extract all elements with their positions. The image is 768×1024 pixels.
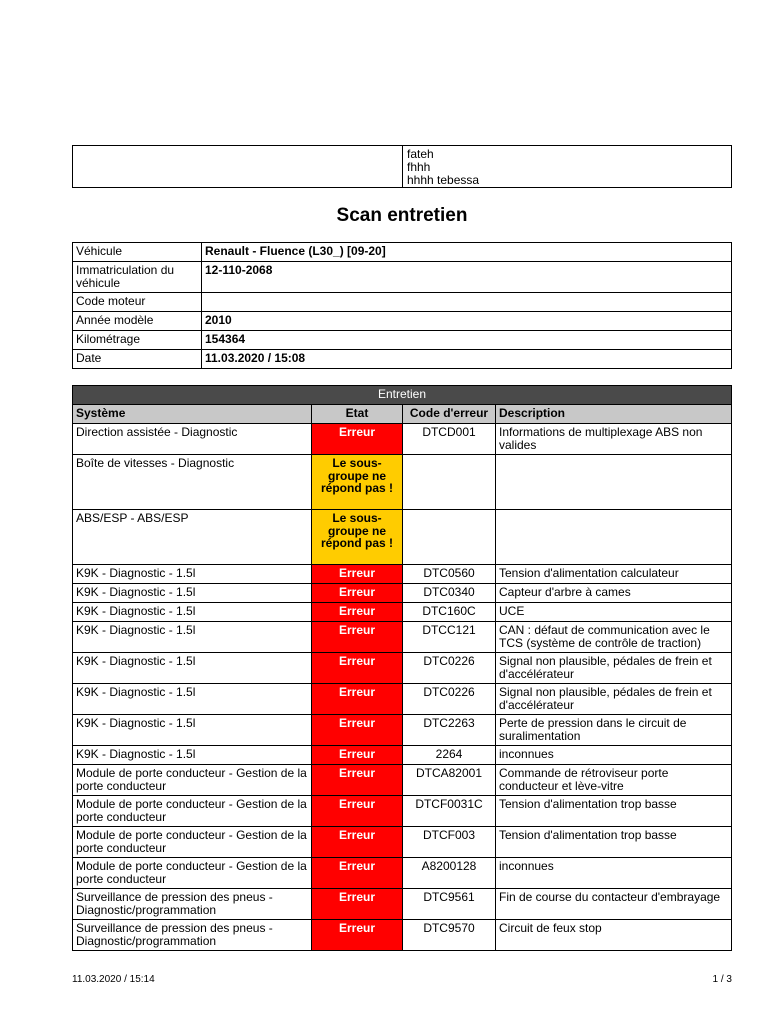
header-line: hhhh tebessa bbox=[407, 173, 480, 187]
header-line: fhhh bbox=[407, 160, 431, 174]
description-cell: Tension d'alimentation trop basse bbox=[496, 796, 732, 827]
table-row bbox=[73, 653, 732, 684]
description-cell: Signal non plausible, pédales de frein et d'accélérateur bbox=[496, 684, 732, 715]
vehicle-row bbox=[73, 293, 732, 312]
error-code-cell: DTCD001 bbox=[403, 424, 496, 455]
table-row bbox=[73, 746, 732, 765]
vehicle-label: Kilométrage bbox=[73, 331, 202, 350]
header-address-box bbox=[72, 145, 732, 188]
table-row bbox=[73, 684, 732, 715]
header-right-cell bbox=[403, 146, 483, 187]
error-code-cell: 2264 bbox=[403, 746, 496, 765]
maintenance-rows bbox=[73, 424, 732, 951]
system-cell: Surveillance de pression des pneus - Diagnostic/programmation bbox=[73, 889, 312, 920]
header-line: fateh bbox=[407, 147, 434, 161]
state-badge: Le sous-groupe ne répond pas ! bbox=[312, 510, 403, 565]
error-code-cell: DTC0226 bbox=[403, 653, 496, 684]
state-badge: Le sous-groupe ne répond pas ! bbox=[312, 455, 403, 510]
table-row bbox=[73, 622, 732, 653]
description-cell: Capteur d'arbre à cames bbox=[496, 584, 732, 603]
description-cell: UCE bbox=[496, 603, 732, 622]
error-code-cell: DTC2263 bbox=[403, 715, 496, 746]
table-row bbox=[73, 889, 732, 920]
vehicle-label: Année modèle bbox=[73, 312, 202, 331]
state-badge: Erreur bbox=[312, 622, 403, 653]
vehicle-value: 2010 bbox=[202, 312, 732, 331]
system-cell: Direction assistée - Diagnostic bbox=[73, 424, 312, 455]
vehicle-label: Date bbox=[73, 350, 202, 369]
table-row bbox=[73, 424, 732, 455]
state-badge: Erreur bbox=[312, 584, 403, 603]
state-badge: Erreur bbox=[312, 796, 403, 827]
footer-page-number: 1 / 3 bbox=[712, 974, 732, 985]
description-cell: Perte de pression dans le circuit de suralimentation bbox=[496, 715, 732, 746]
vehicle-value: Renault - Fluence (L30_) [09-20] bbox=[202, 243, 732, 262]
system-cell: ABS/ESP - ABS/ESP bbox=[73, 510, 312, 565]
description-cell: Tension d'alimentation calculateur bbox=[496, 565, 732, 584]
system-cell: K9K - Diagnostic - 1.5l bbox=[73, 653, 312, 684]
description-cell: inconnues bbox=[496, 858, 732, 889]
system-cell: K9K - Diagnostic - 1.5l bbox=[73, 684, 312, 715]
vehicle-info-table bbox=[72, 242, 732, 369]
vehicle-label: Véhicule bbox=[73, 243, 202, 262]
system-cell: K9K - Diagnostic - 1.5l bbox=[73, 565, 312, 584]
vehicle-label: Immatriculation du véhicule bbox=[73, 262, 202, 293]
table-row bbox=[73, 765, 732, 796]
system-cell: K9K - Diagnostic - 1.5l bbox=[73, 746, 312, 765]
vehicle-row bbox=[73, 331, 732, 350]
state-badge: Erreur bbox=[312, 653, 403, 684]
state-badge: Erreur bbox=[312, 765, 403, 796]
vehicle-value: 154364 bbox=[202, 331, 732, 350]
system-cell: Module de porte conducteur - Gestion de la porte conducteur bbox=[73, 827, 312, 858]
error-code-cell: A8200128 bbox=[403, 858, 496, 889]
error-code-cell: DTC0226 bbox=[403, 684, 496, 715]
vehicle-label: Code moteur bbox=[73, 293, 202, 312]
error-code-cell: DTCA82001 bbox=[403, 765, 496, 796]
column-header-state: Etat bbox=[312, 405, 403, 424]
description-cell: Fin de course du contacteur d'embrayage bbox=[496, 889, 732, 920]
description-cell: Informations de multiplexage ABS non valides bbox=[496, 424, 732, 455]
vehicle-value: 12-110-2068 bbox=[202, 262, 732, 293]
state-badge: Erreur bbox=[312, 603, 403, 622]
error-code-cell bbox=[403, 455, 496, 510]
description-cell: Circuit de feux stop bbox=[496, 920, 732, 951]
vehicle-row bbox=[73, 243, 732, 262]
system-cell: K9K - Diagnostic - 1.5l bbox=[73, 603, 312, 622]
error-code-cell: DTC0560 bbox=[403, 565, 496, 584]
error-code-cell: DTC160C bbox=[403, 603, 496, 622]
description-cell: Commande de rétroviseur porte conducteur et lève-vitre bbox=[496, 765, 732, 796]
table-row bbox=[73, 827, 732, 858]
table-row bbox=[73, 565, 732, 584]
state-badge: Erreur bbox=[312, 889, 403, 920]
state-badge: Erreur bbox=[312, 424, 403, 455]
system-cell: Module de porte conducteur - Gestion de la porte conducteur bbox=[73, 765, 312, 796]
description-cell: CAN : défaut de communication avec le TCS (système de contrôle de traction) bbox=[496, 622, 732, 653]
error-code-cell: DTC0340 bbox=[403, 584, 496, 603]
state-badge: Erreur bbox=[312, 920, 403, 951]
error-code-cell: DTCF003 bbox=[403, 827, 496, 858]
state-badge: Erreur bbox=[312, 565, 403, 584]
system-cell: Module de porte conducteur - Gestion de la porte conducteur bbox=[73, 796, 312, 827]
table-row bbox=[73, 858, 732, 889]
table-row bbox=[73, 584, 732, 603]
error-code-cell: DTCC121 bbox=[403, 622, 496, 653]
page-title: Scan entretien bbox=[336, 205, 468, 226]
state-badge: Erreur bbox=[312, 746, 403, 765]
table-row bbox=[73, 455, 732, 510]
footer-timestamp: 11.03.2020 / 15:14 bbox=[72, 974, 155, 985]
state-badge: Erreur bbox=[312, 858, 403, 889]
system-cell: Boîte de vitesses - Diagnostic bbox=[73, 455, 312, 510]
header-left-cell bbox=[73, 146, 403, 187]
maintenance-banner: Entretien bbox=[73, 386, 732, 405]
vehicle-value bbox=[202, 293, 732, 312]
system-cell: K9K - Diagnostic - 1.5l bbox=[73, 584, 312, 603]
table-row bbox=[73, 796, 732, 827]
description-cell bbox=[496, 510, 732, 565]
column-header-code: Code d'erreur bbox=[403, 405, 496, 424]
error-code-cell: DTC9561 bbox=[403, 889, 496, 920]
system-cell: Surveillance de pression des pneus - Diagnostic/programmation bbox=[73, 920, 312, 951]
description-cell: Signal non plausible, pédales de frein et d'accélérateur bbox=[496, 653, 732, 684]
vehicle-row bbox=[73, 262, 732, 293]
system-cell: K9K - Diagnostic - 1.5l bbox=[73, 715, 312, 746]
column-header-system: Système bbox=[73, 405, 312, 424]
maintenance-table bbox=[72, 385, 732, 951]
table-row bbox=[73, 920, 732, 951]
column-header-description: Description bbox=[496, 405, 732, 424]
description-cell: inconnues bbox=[496, 746, 732, 765]
vehicle-row bbox=[73, 312, 732, 331]
vehicle-row bbox=[73, 350, 732, 369]
state-badge: Erreur bbox=[312, 827, 403, 858]
table-row bbox=[73, 603, 732, 622]
state-badge: Erreur bbox=[312, 684, 403, 715]
error-code-cell: DTC9570 bbox=[403, 920, 496, 951]
description-cell bbox=[496, 455, 732, 510]
table-row bbox=[73, 715, 732, 746]
state-badge: Erreur bbox=[312, 715, 403, 746]
vehicle-value: 11.03.2020 / 15:08 bbox=[202, 350, 732, 369]
error-code-cell: DTCF0031C bbox=[403, 796, 496, 827]
system-cell: K9K - Diagnostic - 1.5l bbox=[73, 622, 312, 653]
table-row bbox=[73, 510, 732, 565]
system-cell: Module de porte conducteur - Gestion de la porte conducteur bbox=[73, 858, 312, 889]
description-cell: Tension d'alimentation trop basse bbox=[496, 827, 732, 858]
error-code-cell bbox=[403, 510, 496, 565]
